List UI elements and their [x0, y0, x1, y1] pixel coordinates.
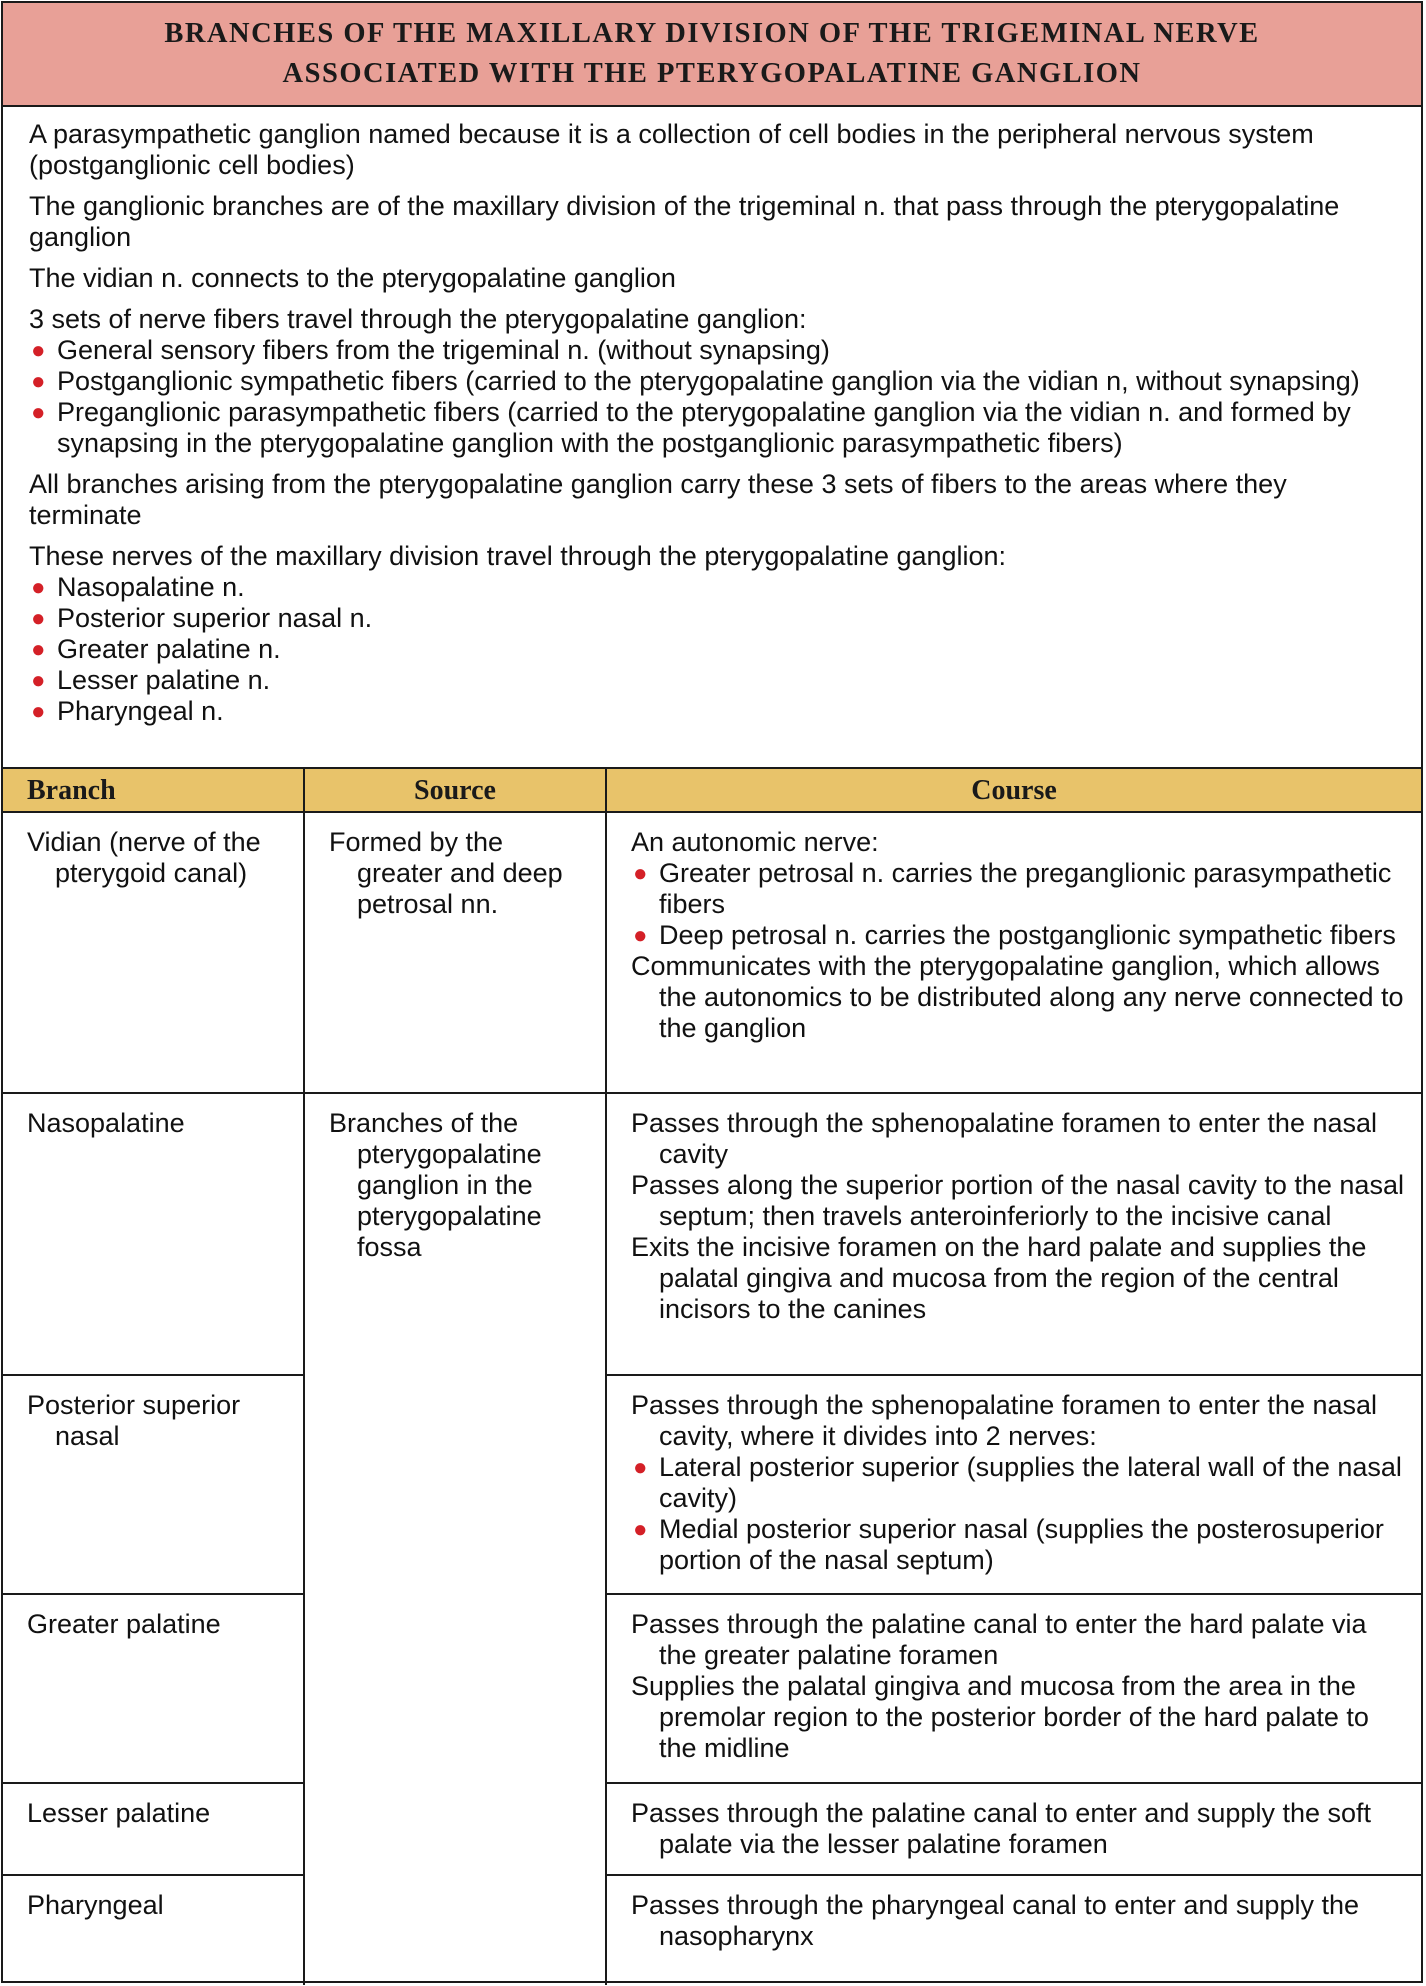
- fiber-sets-block: [29, 304, 1397, 459]
- course-bullets: [631, 1452, 1411, 1576]
- intro-paragraph: The vidian n. connects to the pterygopalatine ganglion: [29, 263, 676, 293]
- course-text: Exits the incisive foramen on the hard palate and supplies the palatal gingiva and mucosa from the region of the central incisors to the canines: [631, 1232, 1367, 1324]
- table-header-row: [3, 768, 1421, 812]
- bullet-icon: ●: [31, 399, 46, 426]
- bullet-icon: ●: [31, 698, 46, 725]
- table-row: [3, 1093, 1421, 1375]
- intro-paragraph: The ganglionic branches are of the maxillary division of the trigeminal n. that pass through the pterygopalatine ganglion: [29, 191, 1340, 252]
- course-bullets: [631, 858, 1411, 951]
- course-cell: [606, 812, 1421, 1093]
- nerves-block: [29, 541, 1397, 727]
- course-cell: [606, 1093, 1421, 1375]
- intro-paragraph: All branches arising from the pterygopalatine ganglion carry these 3 sets of fibers to the areas where they terminate: [29, 469, 1287, 530]
- branch-cell: Pharyngeal: [27, 1890, 164, 1920]
- course-text: Passes along the superior portion of the nasal cavity to the nasal septum; then travels anteroinferiorly to the incisive canal: [631, 1170, 1404, 1231]
- course-cell: [606, 1375, 1421, 1594]
- intro-section: [3, 107, 1421, 767]
- title-line-1: BRANCHES OF THE MAXILLARY DIVISION OF THE TRIGEMINAL NERVE: [164, 18, 1260, 49]
- page: [1, 1, 1423, 1983]
- bullet-icon: ●: [633, 922, 648, 949]
- list-item: ● Lesser palatine n.: [31, 665, 271, 695]
- list-item: ● Nasopalatine n.: [31, 572, 245, 602]
- list-item: ● General sensory fibers from the trigeminal n. (without synapsing): [31, 335, 830, 365]
- title-bar: [3, 3, 1421, 107]
- branch-cell: Lesser palatine: [27, 1798, 211, 1828]
- nerves-list: [29, 572, 1397, 727]
- bullet-icon: ●: [31, 636, 46, 663]
- course-text: Passes through the sphenopalatine foramen to enter the nasal cavity, where it divides into 2 nerves:: [631, 1390, 1378, 1451]
- course-cell: [606, 1783, 1421, 1875]
- course-text: Passes through the palatine canal to enter the hard palate via the greater palatine foramen: [631, 1609, 1367, 1670]
- branches-table: [3, 767, 1421, 1985]
- bullet-icon: ●: [633, 1454, 648, 1481]
- list-item: ● Preganglionic parasympathetic fibers (carried to the pterygopalatine ganglion via the vidian n. and formed by synapsing in the pterygopalatine ganglion with the postganglionic parasympathetic fibers): [31, 397, 1351, 458]
- list-item: ● Medial posterior superior nasal (supplies the posterosuperior portion of the nasal septum): [633, 1514, 1384, 1575]
- course-cell: [606, 1875, 1421, 1985]
- bullet-icon: ●: [633, 1516, 648, 1543]
- course-text: Communicates with the pterygopalatine ganglion, which allows the autonomics to be distributed along any nerve connected to the ganglion: [631, 951, 1404, 1043]
- course-text: An autonomic nerve:: [631, 827, 879, 857]
- bullet-icon: ●: [31, 605, 46, 632]
- list-item: ● Pharyngeal n.: [31, 696, 224, 726]
- table-row: [3, 1594, 1421, 1783]
- list-item: ● Greater petrosal n. carries the preganglionic parasympathetic fibers: [633, 858, 1392, 919]
- bullet-icon: ●: [31, 337, 46, 364]
- branch-cell: Greater palatine: [27, 1609, 221, 1639]
- branch-cell: Posterior superior nasal: [27, 1390, 241, 1451]
- course-text: Passes through the sphenopalatine foramen to enter the nasal cavity: [631, 1108, 1378, 1169]
- course-text: Supplies the palatal gingiva and mucosa from the area in the premolar region to the posterior border of the hard palate to the midline: [631, 1671, 1369, 1763]
- intro-paragraph: These nerves of the maxillary division travel through the pterygopalatine ganglion:: [29, 541, 1007, 571]
- branch-cell: Vidian (nerve of the pterygoid canal): [27, 827, 261, 888]
- bullet-icon: ●: [31, 574, 46, 601]
- header-branch: Branch: [3, 768, 304, 812]
- intro-paragraph: 3 sets of nerve fibers travel through the pterygopalatine ganglion:: [29, 304, 807, 334]
- bullet-icon: ●: [31, 667, 46, 694]
- source-cell: Branches of the pterygopalatine ganglion in the pterygopalatine fossa: [329, 1108, 542, 1262]
- table-row: [3, 1875, 1421, 1985]
- list-item: ● Postganglionic sympathetic fibers (carried to the pterygopalatine ganglion via the vidian n, without synapsing): [31, 366, 1360, 396]
- header-source: Source: [304, 768, 606, 812]
- course-cell: [606, 1594, 1421, 1783]
- header-course: Course: [606, 768, 1421, 812]
- list-item: ● Deep petrosal n. carries the postganglionic sympathetic fibers: [633, 920, 1396, 950]
- fiber-sets-list: [29, 335, 1397, 459]
- title-line-2: ASSOCIATED WITH THE PTERYGOPALATINE GANGLION: [282, 58, 1142, 89]
- table-row: [3, 1783, 1421, 1875]
- table-row: [3, 812, 1421, 1093]
- table-row: [3, 1375, 1421, 1594]
- source-cell: Formed by the greater and deep petrosal nn.: [329, 827, 563, 919]
- list-item: ● Lateral posterior superior (supplies the lateral wall of the nasal cavity): [633, 1452, 1402, 1513]
- bullet-icon: ●: [633, 860, 648, 887]
- list-item: ● Greater palatine n.: [31, 634, 281, 664]
- list-item: ● Posterior superior nasal n.: [31, 603, 373, 633]
- intro-paragraph: A parasympathetic ganglion named because it is a collection of cell bodies in the peripheral nervous system (postganglionic cell bodies): [29, 119, 1314, 180]
- course-text: Passes through the pharyngeal canal to enter and supply the nasopharynx: [631, 1890, 1359, 1951]
- branch-cell: Nasopalatine: [27, 1108, 185, 1138]
- course-text: Passes through the palatine canal to enter and supply the soft palate via the lesser palatine foramen: [631, 1798, 1371, 1859]
- bullet-icon: ●: [31, 368, 46, 395]
